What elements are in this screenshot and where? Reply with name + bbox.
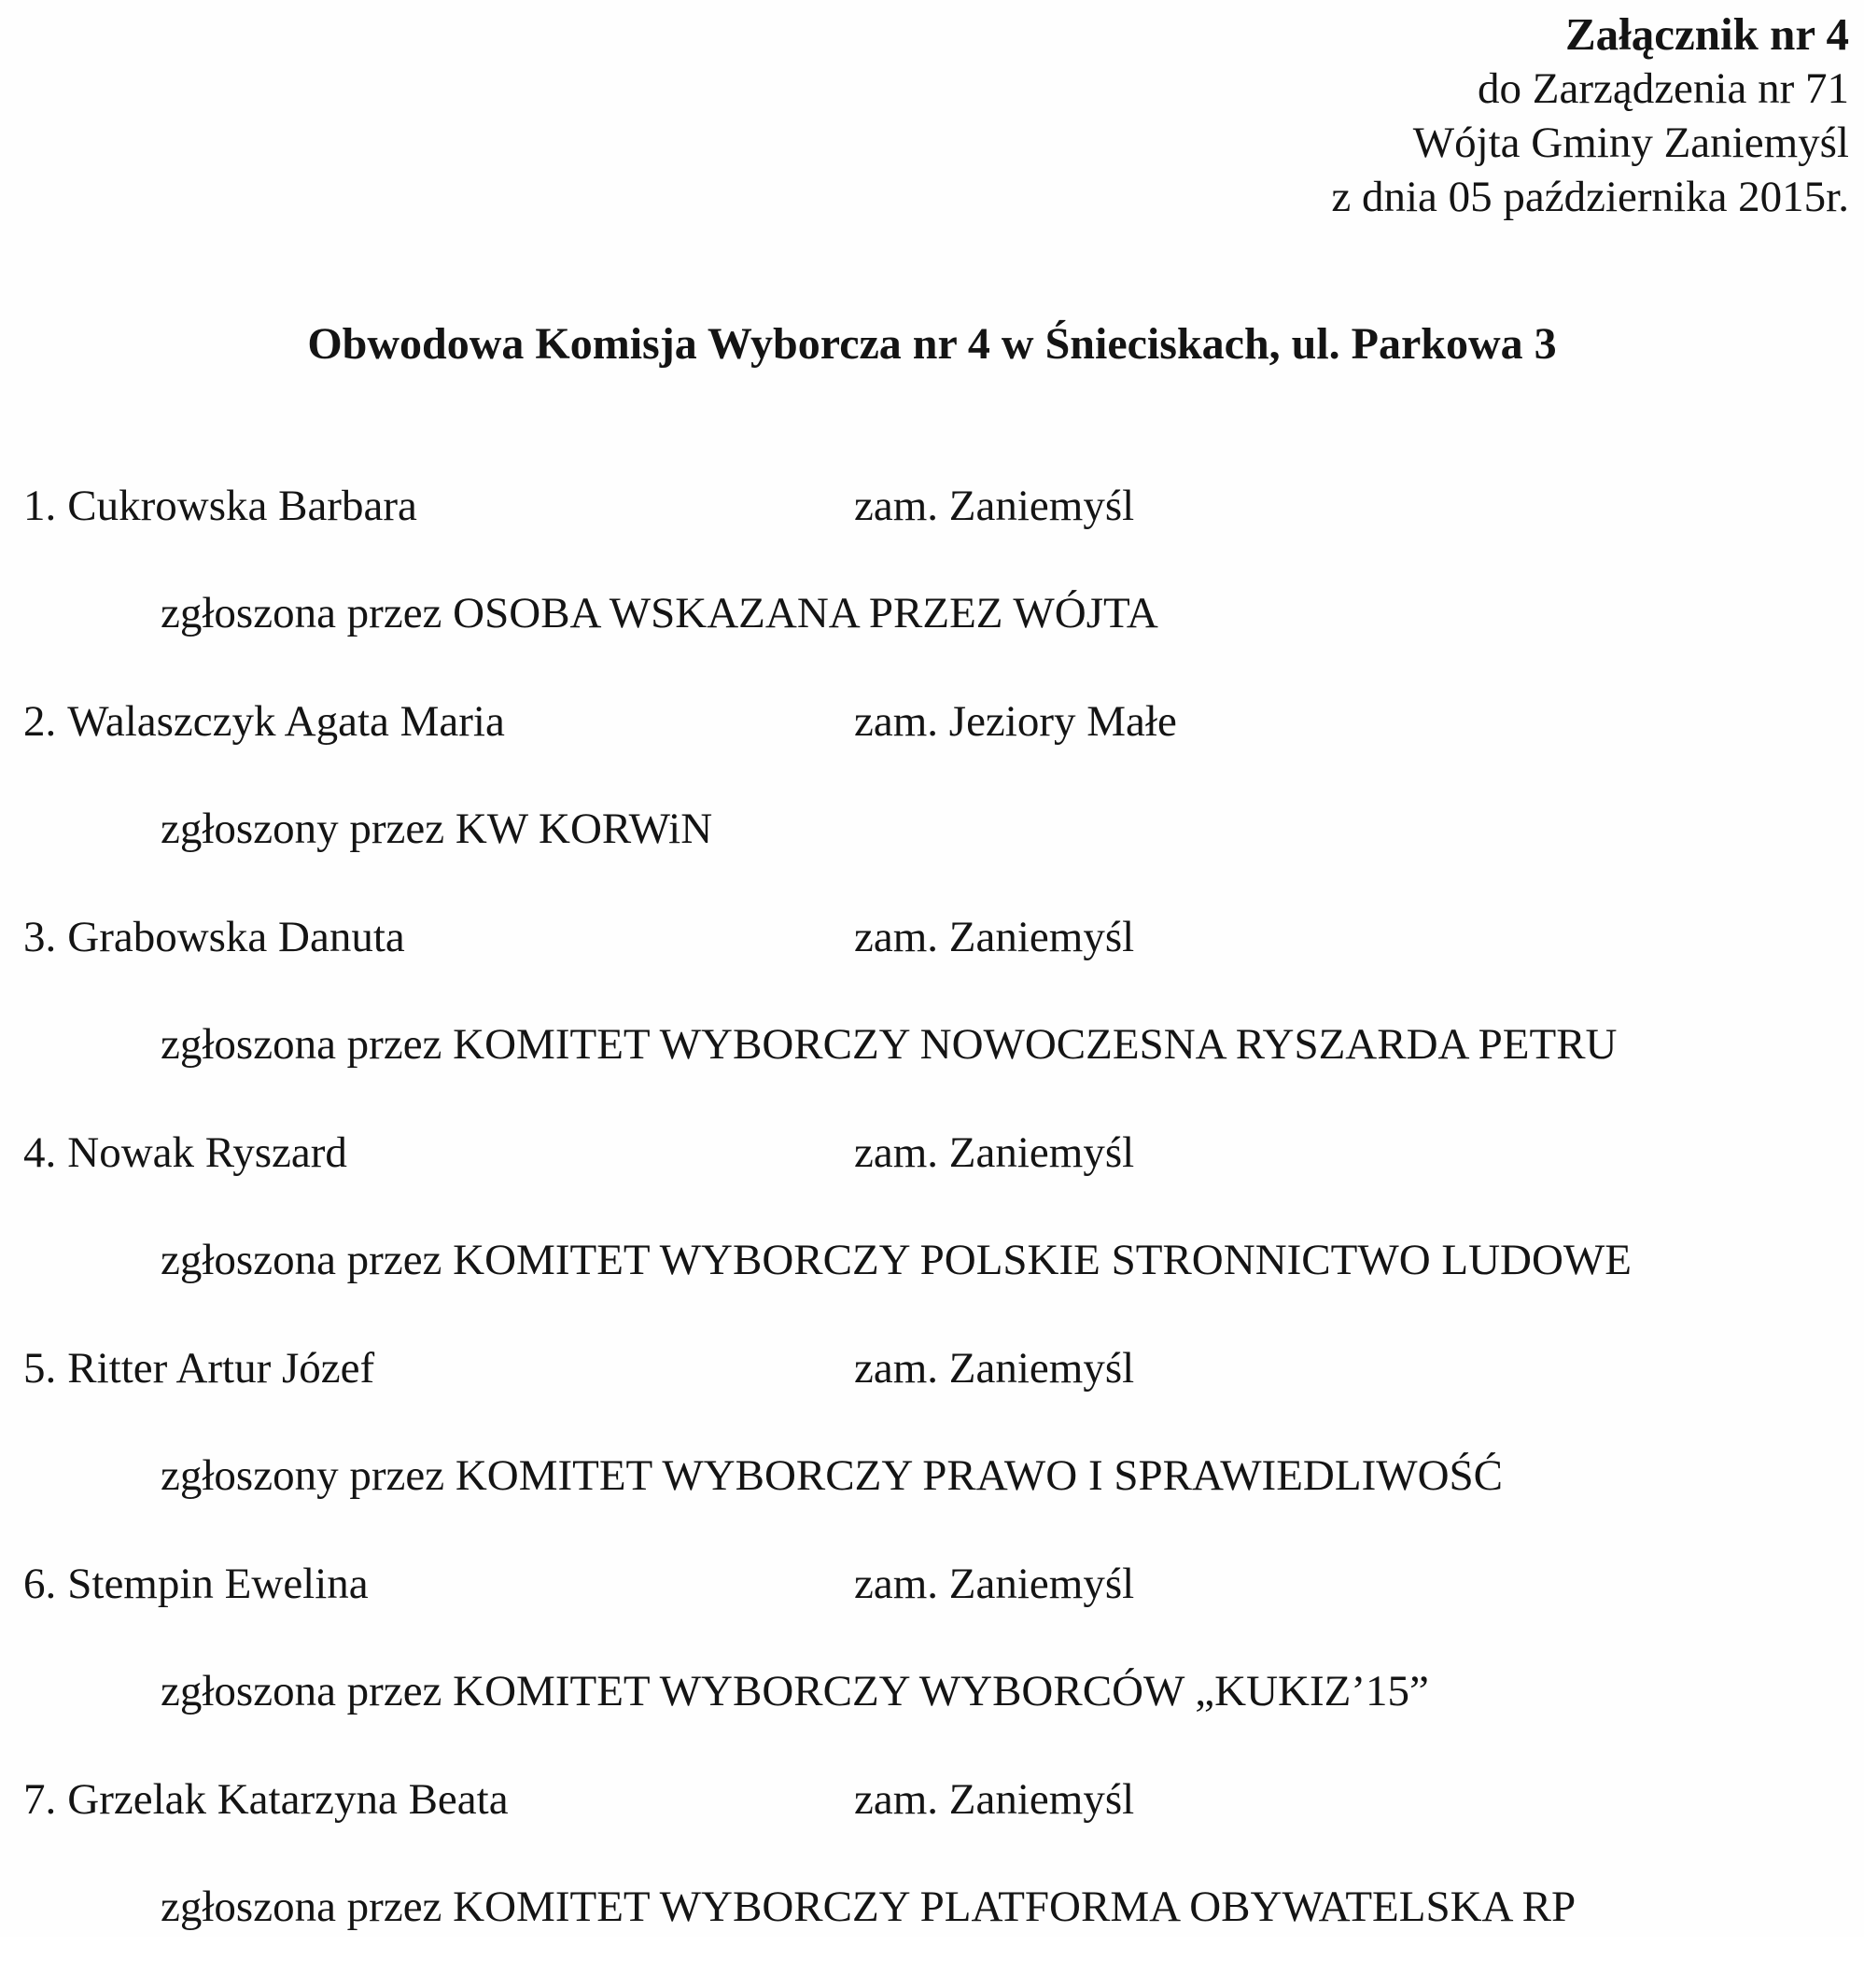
member-name-line [23,1341,374,1395]
committee-name: OSOBA WSKAZANA PRZEZ WÓJTA [453,589,1158,637]
member-name: Cukrowska Barbara [67,482,417,530]
submitted-prefix: zgłoszony przez [161,805,445,853]
member-residence: zam. Zaniemyśl [854,1775,1135,1824]
member-submitted-line [161,802,712,856]
member-residence: zam. Zaniemyśl [854,1128,1135,1177]
member-residence: zam. Zaniemyśl [854,913,1135,961]
member-number: 6. [23,1560,57,1608]
committee-name: KOMITET WYBORCZY PRAWO I SPRAWIEDLIWOŚĆ [455,1451,1504,1500]
submitted-prefix: zgłoszona przez [161,1236,442,1284]
member-list [0,479,1864,1988]
member-submitted-line [161,1880,1576,1934]
member-name-line [23,479,417,533]
member-name-line [23,1126,347,1180]
member-name: Grabowska Danuta [67,913,405,961]
member-entry [0,1557,1864,1772]
member-name: Walaszczyk Agata Maria [67,697,505,746]
committee-name: KOMITET WYBORCZY POLSKIE STRONNICTWO LUDOWE [453,1236,1632,1284]
member-number: 5. [23,1344,57,1393]
annex-header-block [1331,7,1849,224]
ordinance-date: z dnia 05 października 2015r. [1331,173,1849,221]
member-name-line [23,694,505,749]
submitted-prefix: zgłoszona przez [161,1883,442,1931]
member-residence: zam. Zaniemyśl [854,1560,1135,1608]
submitted-prefix: zgłoszona przez [161,589,442,637]
member-residence: zam. Zaniemyśl [854,1344,1135,1393]
member-name: Grzelak Katarzyna Beata [67,1775,509,1824]
member-name-line [23,1772,509,1827]
member-submitted-line [161,1664,1429,1718]
member-name-line [23,1557,369,1611]
submitted-prefix: zgłoszony przez [161,1451,445,1500]
submitted-prefix: zgłoszona przez [161,1667,442,1715]
annex-number: Załącznik nr 4 [1564,8,1849,60]
page-title: Obwodowa Komisja Wyborcza nr 4 w Śnieciskach, ul. Parkowa 3 [307,319,1557,369]
committee-name: KOMITET WYBORCZY NOWOCZESNA RYSZARDA PETRU [453,1020,1618,1069]
committee-name: KOMITET WYBORCZY PLATFORMA OBYWATELSKA RP [453,1883,1577,1931]
issuing-authority: Wójta Gminy Zaniemyśl [1412,119,1849,167]
member-entry [0,694,1864,910]
submitted-prefix: zgłoszona przez [161,1020,442,1069]
member-entry [0,1126,1864,1341]
member-entry [0,1772,1864,1988]
member-number: 3. [23,913,57,961]
ordinance-reference: do Zarządzenia nr 71 [1478,64,1849,113]
committee-name: KOMITET WYBORCZY WYBORCÓW „KUKIZ’15” [453,1667,1429,1715]
member-name: Stempin Ewelina [67,1560,369,1608]
member-submitted-line [161,1017,1618,1071]
member-residence: zam. Jeziory Małe [854,697,1177,746]
member-number: 2. [23,697,57,746]
member-name: Nowak Ryszard [67,1128,347,1177]
member-number: 7. [23,1775,57,1824]
committee-name: KW KORWiN [455,805,713,853]
member-name-line [23,910,405,964]
member-submitted-line [161,1449,1503,1503]
member-number: 4. [23,1128,57,1177]
member-entry [0,1341,1864,1557]
member-name: Ritter Artur Józef [67,1344,375,1393]
member-entry [0,479,1864,694]
member-number: 1. [23,482,57,530]
member-residence: zam. Zaniemyśl [854,482,1135,530]
member-entry [0,910,1864,1126]
member-submitted-line [161,586,1158,640]
member-submitted-line [161,1233,1632,1287]
